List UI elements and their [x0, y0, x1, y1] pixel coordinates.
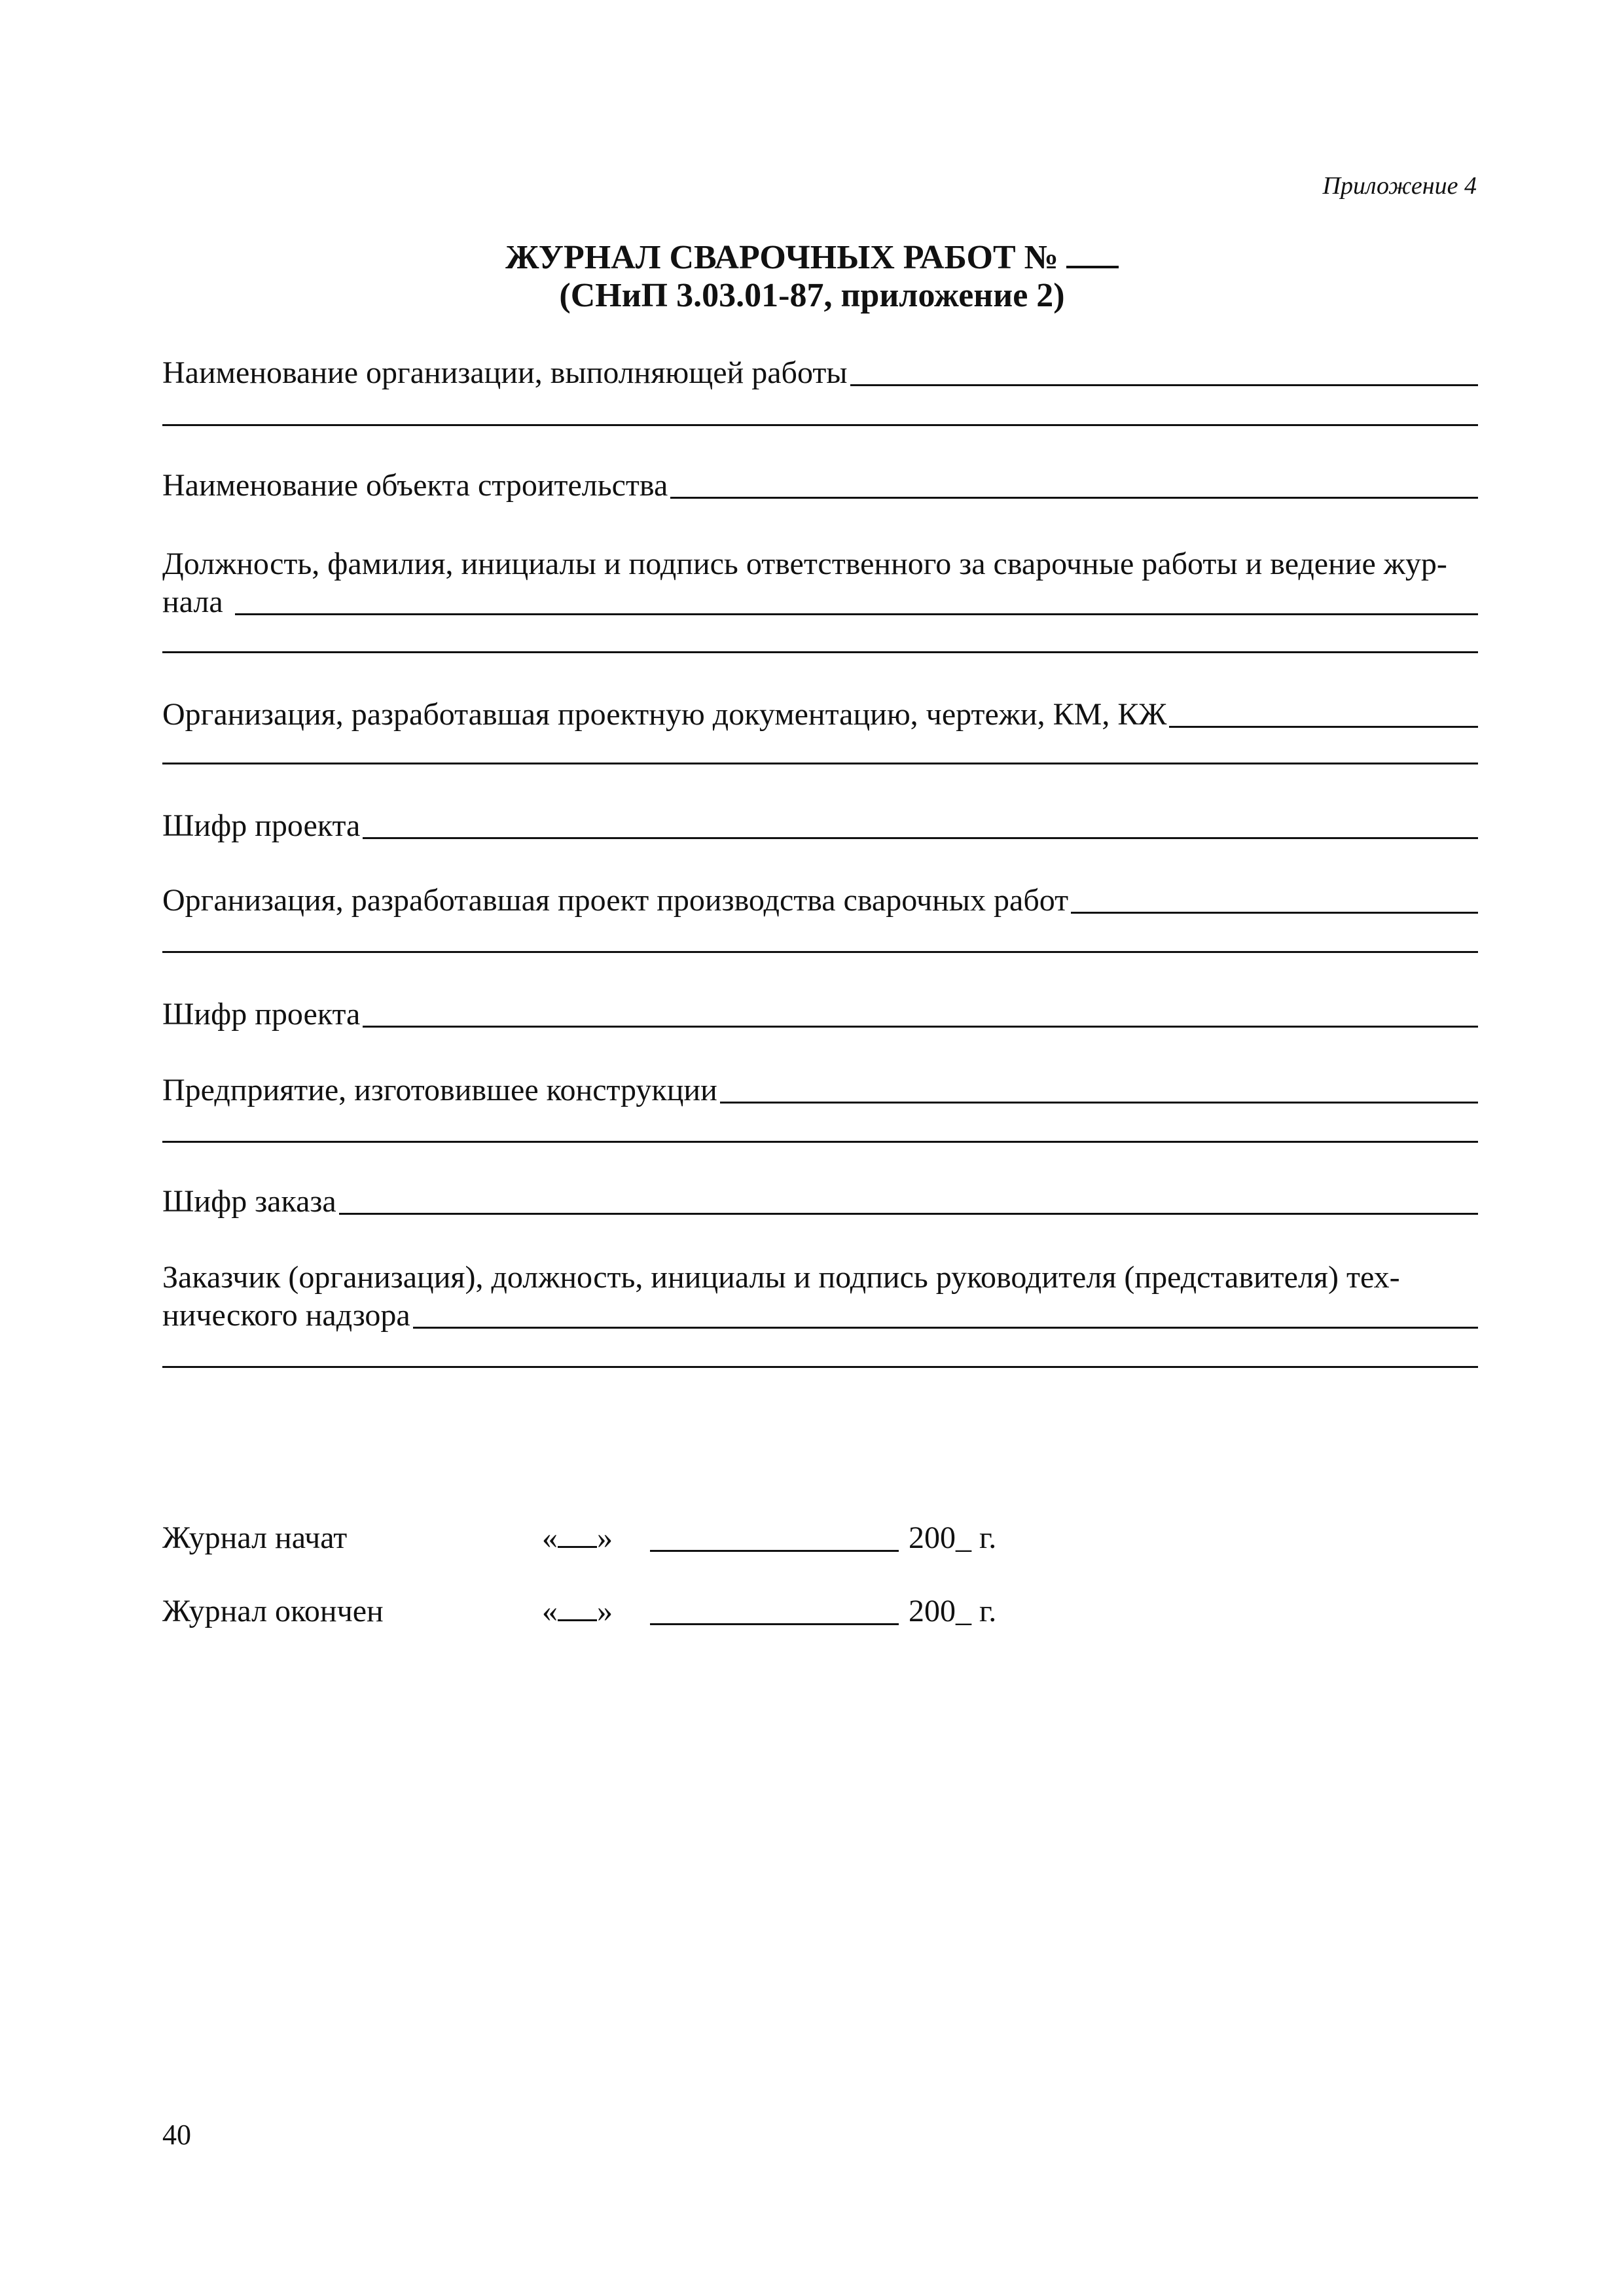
journal-subtitle: (СНиП 3.03.01-87, приложение 2) — [559, 277, 1065, 314]
project-code-1-field[interactable] — [162, 806, 1478, 846]
manufacturer-extra-line[interactable] — [162, 1141, 1478, 1143]
manufacturer-blank[interactable] — [720, 1102, 1478, 1104]
manufacturer-field[interactable] — [162, 1071, 1478, 1110]
journal-number-field[interactable] — [1066, 237, 1119, 268]
responsible-blank[interactable] — [235, 613, 1478, 615]
design-org-blank[interactable] — [1169, 726, 1478, 728]
welding-project-org-blank[interactable] — [1071, 912, 1478, 914]
project-code-2-field[interactable] — [162, 995, 1478, 1034]
responsible-extra-line[interactable] — [162, 651, 1478, 653]
project-code-1-label: Шифр проекта — [162, 808, 361, 843]
journal-finished-day[interactable] — [542, 1592, 613, 1631]
manufacturer-label: Предприятие, изготовившее конструкции — [162, 1073, 717, 1107]
design-org-field[interactable] — [162, 695, 1478, 734]
object-name-blank[interactable] — [670, 497, 1478, 499]
object-name-field[interactable] — [162, 466, 1478, 505]
journal-finished-year[interactable]: 200_ г. — [909, 1594, 997, 1628]
open-quote: « — [542, 1520, 558, 1555]
customer-label-line2: нического надзора — [162, 1298, 410, 1333]
journal-started-day[interactable] — [542, 1518, 613, 1558]
responsible-label-line1: Должность, фамилия, инициалы и подпись ответственного за сварочные работы и ведение жур- — [162, 547, 1447, 581]
journal-title-text: ЖУРНАЛ СВАРОЧНЫХ РАБОТ № — [505, 239, 1058, 276]
journal-finished-label: Журнал окончен — [162, 1594, 384, 1628]
journal-title — [0, 237, 1624, 278]
journal-started-label: Журнал начат — [162, 1520, 348, 1555]
journal-started-month[interactable] — [650, 1518, 899, 1552]
order-code-label: Шифр заказа — [162, 1184, 336, 1219]
project-code-1-blank[interactable] — [363, 837, 1478, 839]
org-name-blank[interactable] — [850, 384, 1478, 386]
customer-label-line1: Заказчик (организация), должность, инициалы и подпись руководителя (представителя) тех- — [162, 1260, 1400, 1295]
project-code-2-label: Шифр проекта — [162, 997, 361, 1032]
responsible-field[interactable] — [162, 583, 1478, 622]
org-name-extra-line[interactable] — [162, 424, 1478, 426]
customer-field[interactable] — [162, 1296, 1478, 1335]
object-name-label: Наименование объекта строительства — [162, 468, 668, 503]
day-blank[interactable] — [558, 1520, 597, 1548]
close-quote: » — [597, 1520, 613, 1555]
org-name-field[interactable] — [162, 353, 1478, 393]
welding-project-org-field[interactable] — [162, 881, 1478, 920]
welding-project-org-extra-line[interactable] — [162, 951, 1478, 953]
customer-blank[interactable] — [413, 1327, 1478, 1329]
page-number: 40 — [162, 2119, 191, 2151]
journal-finished-row — [162, 1592, 1013, 1631]
design-org-label: Организация, разработавшая проектную документацию, чертежи, КМ, КЖ — [162, 697, 1167, 732]
project-code-2-blank[interactable] — [363, 1026, 1478, 1028]
journal-finished-month[interactable] — [650, 1592, 899, 1625]
day-blank[interactable] — [558, 1593, 597, 1621]
journal-started-year[interactable]: 200_ г. — [909, 1520, 997, 1555]
order-code-blank[interactable] — [339, 1213, 1478, 1215]
appendix-label: Приложение 4 — [1322, 172, 1477, 200]
responsible-label-line2: нала — [162, 584, 223, 619]
design-org-extra-line[interactable] — [162, 763, 1478, 764]
welding-project-org-label: Организация, разработавшая проект производства сварочных работ — [162, 883, 1069, 918]
order-code-field[interactable] — [162, 1182, 1478, 1221]
journal-started-row — [162, 1518, 1013, 1558]
org-name-label: Наименование организации, выполняющей работы — [162, 355, 848, 390]
close-quote: » — [597, 1594, 613, 1628]
open-quote: « — [542, 1594, 558, 1628]
customer-extra-line[interactable] — [162, 1366, 1478, 1368]
